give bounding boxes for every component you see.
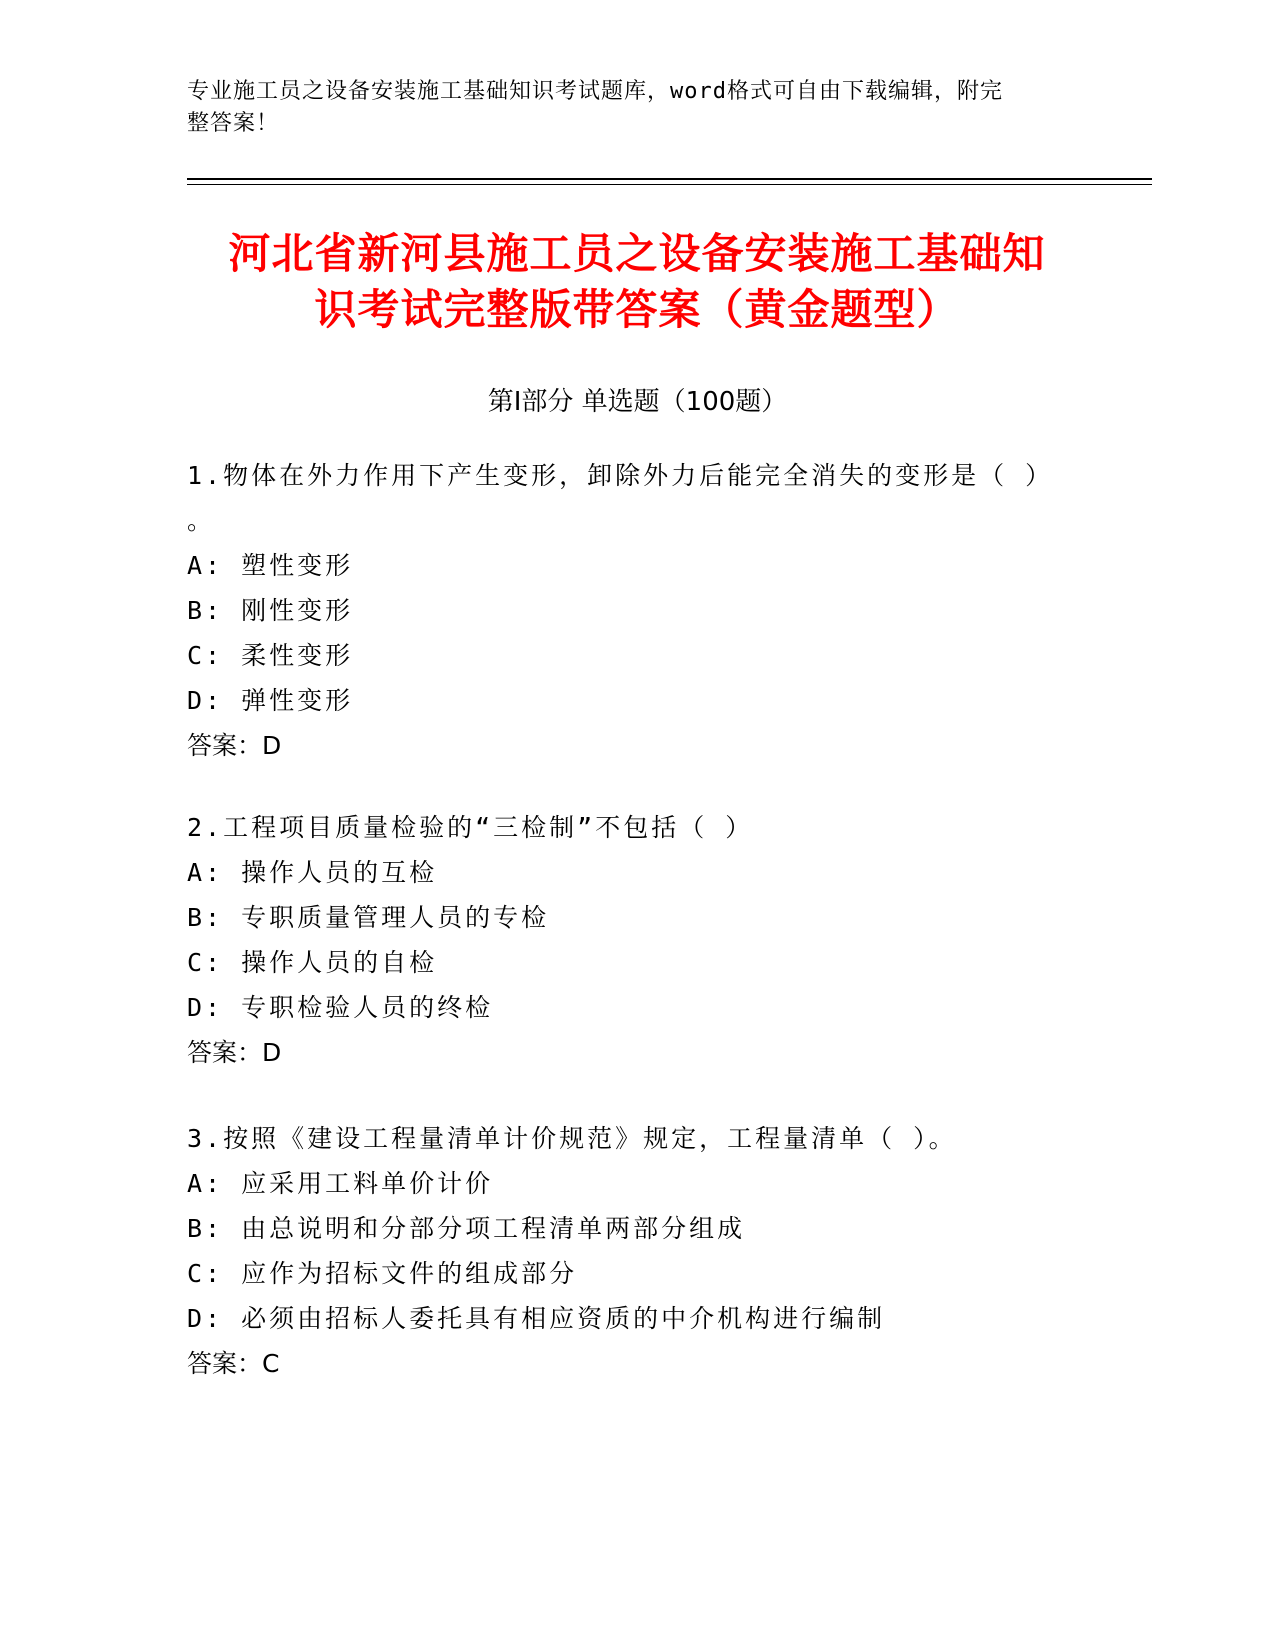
option-b: B: 专职质量管理人员的专检 [187, 903, 550, 932]
document-title-line-2: 识考试完整版带答案（黄金题型） [314, 285, 960, 334]
option-d: D: 专职检验人员的终检 [187, 993, 494, 1022]
header-note [187, 76, 1067, 140]
section-heading: 第Ⅰ部分 单选题（100题） [487, 387, 788, 417]
option-c: C: 操作人员的自检 [187, 948, 438, 977]
question-text: 1.物体在外力作用下产生变形，卸除外力后能完全消失的变形是（ ） [187, 461, 1054, 490]
option-c: C: 应作为招标文件的组成部分 [187, 1259, 578, 1288]
question-text: 3.按照《建设工程量清单计价规范》规定，工程量清单（ ）。 [187, 1124, 957, 1153]
question-2 [187, 805, 1067, 1075]
option-b: B: 刚性变形 [187, 596, 354, 625]
answer: 答案：D [187, 731, 282, 760]
document-title [187, 226, 1087, 338]
option-b: B: 由总说明和分部分项工程清单两部分组成 [187, 1214, 746, 1243]
document-title-line-1: 河北省新河县施工员之设备安装施工基础知 [228, 229, 1046, 278]
question-1 [187, 453, 1067, 768]
header-divider-thin [187, 184, 1152, 185]
question-text-continued: 。 [187, 506, 216, 535]
answer: 答案：D [187, 1038, 282, 1067]
header-divider-thick [187, 178, 1152, 180]
option-a: A: 塑性变形 [187, 551, 354, 580]
answer: 答案：C [187, 1349, 280, 1378]
option-a: A: 应采用工料单价计价 [187, 1169, 494, 1198]
option-c: C: 柔性变形 [187, 641, 354, 670]
option-d: D: 弹性变形 [187, 686, 354, 715]
option-a: A: 操作人员的互检 [187, 858, 438, 887]
header-note-line-1: 专业施工员之设备安装施工基础知识考试题库，word格式可自由下载编辑，附完 [187, 79, 1003, 104]
header-note-line-2: 整答案！ [187, 111, 280, 136]
question-3 [187, 1116, 1067, 1386]
question-text: 2.工程项目质量检验的“三检制”不包括（ ） [187, 813, 754, 842]
option-d: D: 必须由招标人委托具有相应资质的中介机构进行编制 [187, 1304, 886, 1333]
